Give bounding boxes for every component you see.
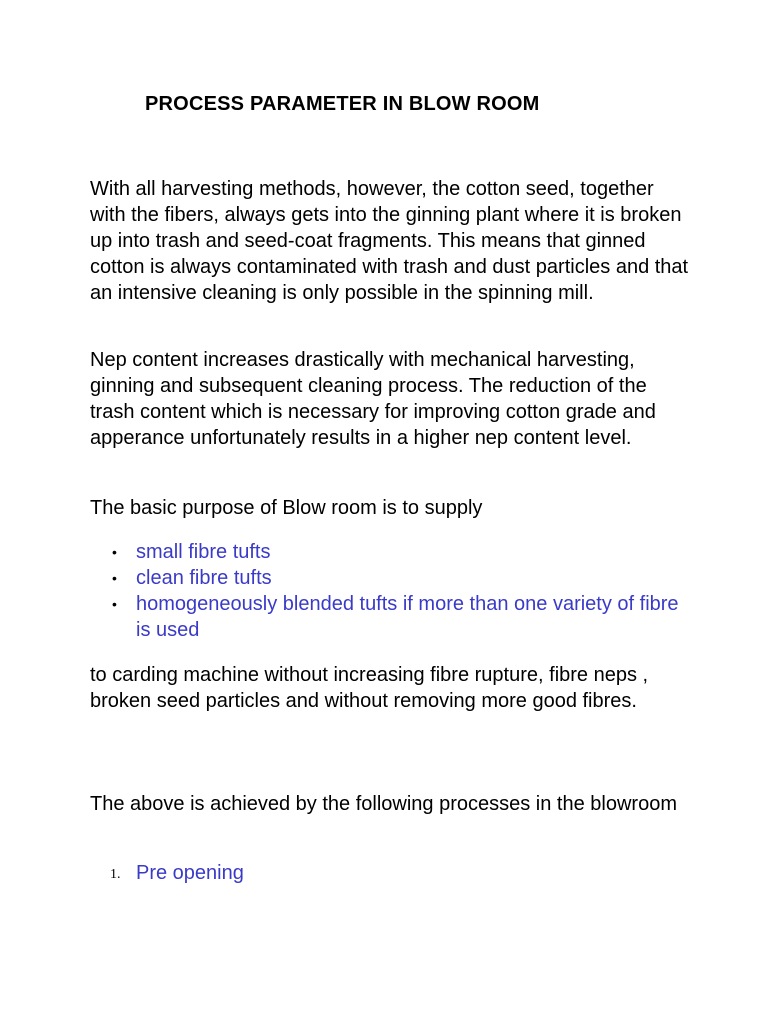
bullet-marker: •	[112, 570, 117, 586]
list-item	[110, 860, 690, 886]
bullet-text: homogeneously blended tufts if more than one variety of fibre is used	[136, 593, 679, 641]
list-number: 1.	[110, 867, 121, 882]
paragraph-basic-purpose: The basic purpose of Blow room is to supply	[90, 497, 483, 519]
paragraph-nep-content: Nep content increases drastically with mechanical harvesting, ginning and subsequent cleaning process. The reduction of the trash content which is necessary for improving cotton grade and apperance unfortunately results in a higher nep content level.	[90, 349, 656, 449]
paragraph-harvesting: With all harvesting methods, however, the cotton seed, together with the fibers, always gets into the ginning plant where it is broken up into trash and seed-coat fragments. This means that ginned cotton is always contaminated with trash and dust particles and that an intensive cleaning is only possible in the spinning mill.	[90, 178, 689, 304]
paragraph-processes: The above is achieved by the following processes in the blowroom	[90, 793, 677, 815]
list-item	[110, 539, 690, 565]
bullet-marker: •	[112, 596, 117, 612]
numbered-item-text: Pre opening	[136, 862, 244, 884]
list-item	[110, 565, 690, 591]
bullet-text: clean fibre tufts	[136, 567, 272, 589]
purpose-bullet-list	[110, 539, 690, 643]
bullet-marker: •	[112, 544, 117, 560]
document-title: PROCESS PARAMETER IN BLOW ROOM	[145, 93, 540, 115]
process-numbered-list	[110, 860, 690, 886]
bullet-text: small fibre tufts	[136, 541, 271, 563]
list-item	[110, 591, 690, 643]
paragraph-carding: to carding machine without increasing fibre rupture, fibre neps , broken seed particles and without removing more good fibres.	[90, 664, 649, 712]
